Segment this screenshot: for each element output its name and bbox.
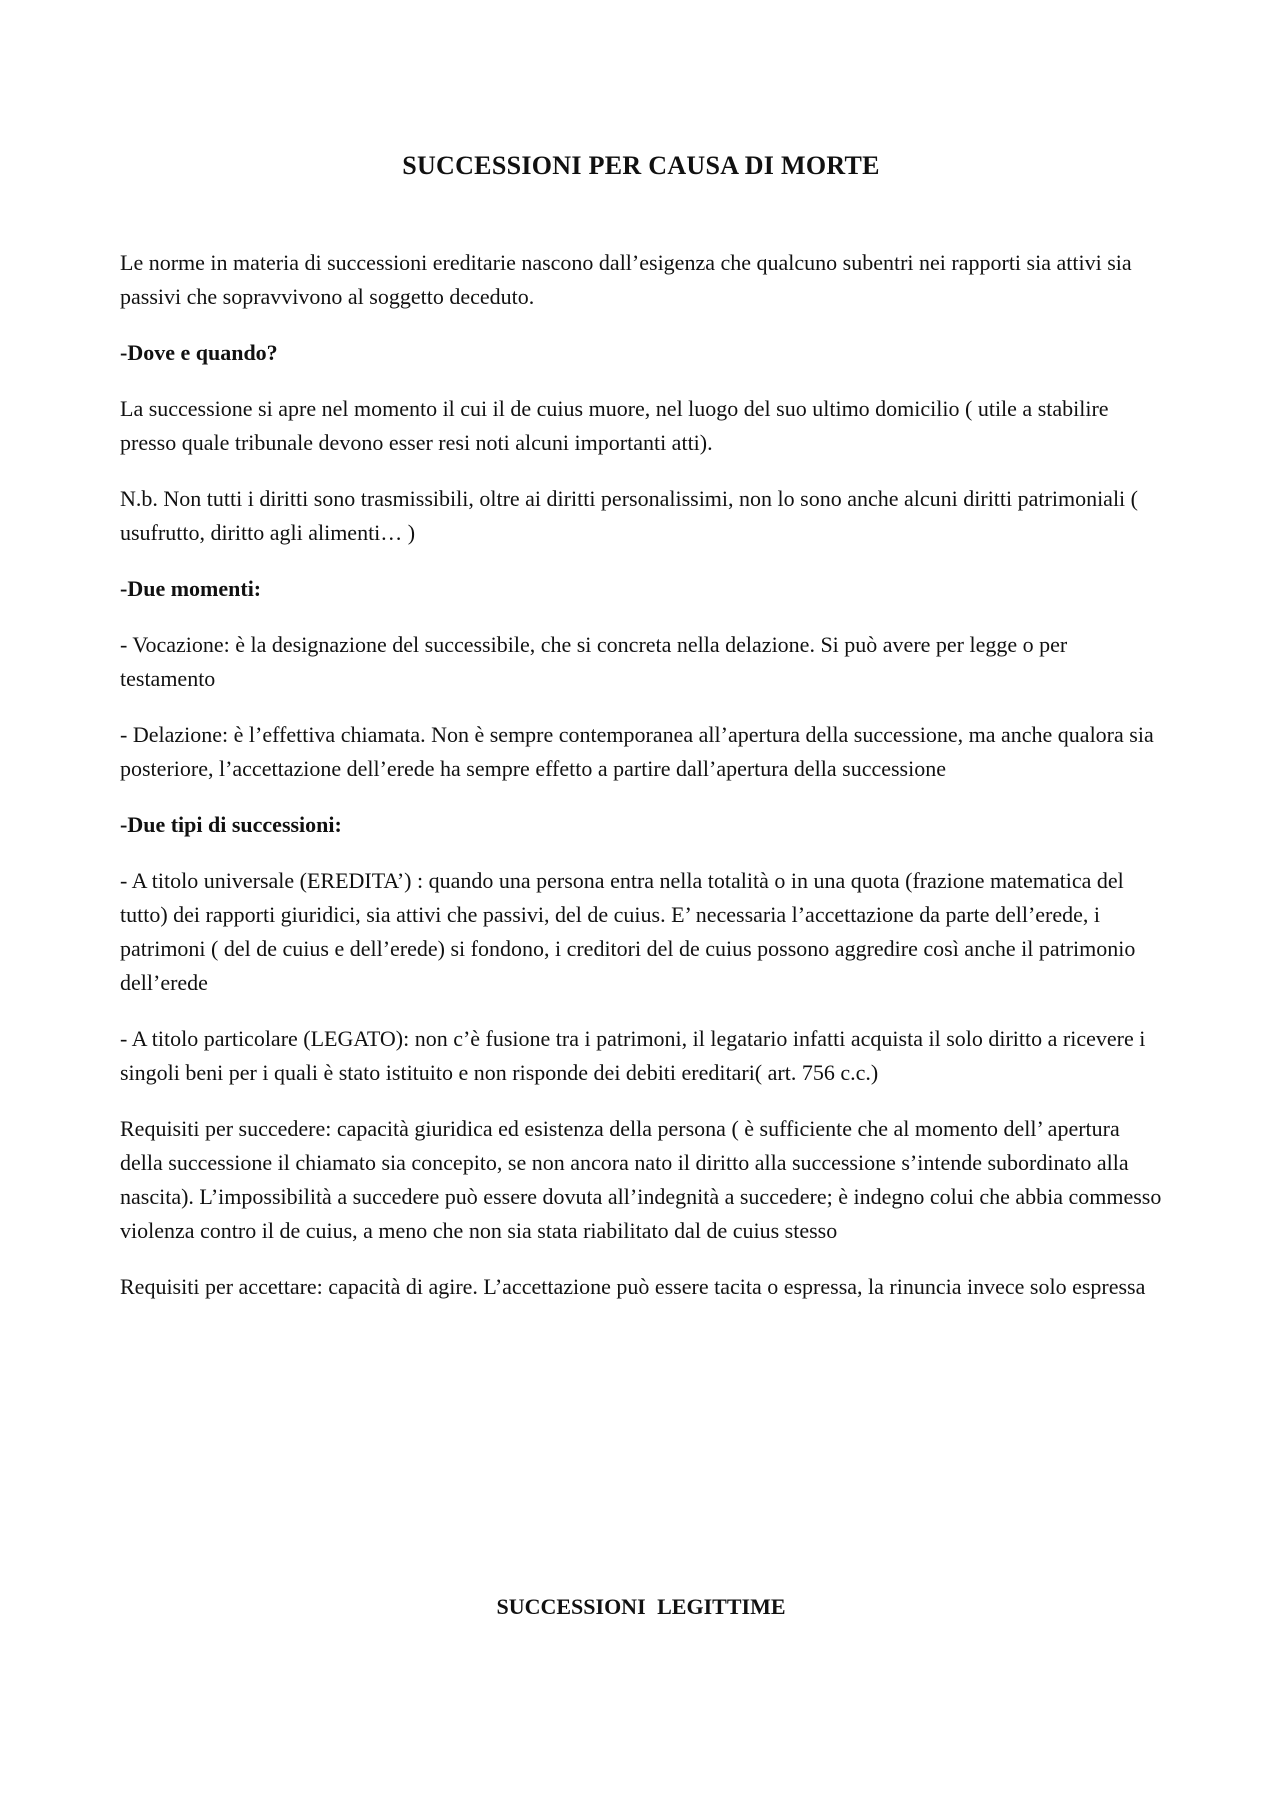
delazione-paragraph: - Delazione: è l’effettiva chiamata. Non è sempre contemporanea all’apertura della successione, ma anche qualora sia posteriore, l’accettazione dell’erede ha sempre effetto a partire dall’apertura della successione bbox=[120, 722, 1154, 781]
particolare-paragraph: - A titolo particolare (LEGATO): non c’è fusione tra i patrimoni, il legatario infatti acquista il solo diritto a ricevere i singoli beni per i quali è stato istituito e non risponde dei debiti ereditari( art. 756 c.c.) bbox=[120, 1026, 1146, 1085]
requisiti-accettare-paragraph: Requisiti per accettare: capacità di agire. L’accettazione può essere tacita o espressa, la rinuncia invece solo espressa bbox=[120, 1274, 1146, 1299]
heading-dove-quando: -Dove e quando? bbox=[120, 340, 278, 365]
heading-due-momenti: -Due momenti: bbox=[120, 576, 262, 601]
section-title-successioni-legittime: SUCCESSIONI LEGITTIME bbox=[496, 1594, 786, 1619]
intro-paragraph: Le norme in materia di successioni ereditarie nascono dall’esigenza che qualcuno subentri nei rapporti sia attivi sia passivi che sopravvivono al soggetto deceduto. bbox=[120, 250, 1132, 309]
nb-paragraph: N.b. Non tutti i diritti sono trasmissibili, oltre ai diritti personalissimi, non lo sono anche alcuni diritti patrimoniali ( usufrutto, diritto agli alimenti… ) bbox=[120, 486, 1138, 545]
document-page bbox=[120, 0, 1162, 1811]
universale-paragraph: - A titolo universale (EREDITA’) : quando una persona entra nella totalità o in una quota (frazione matematica del tutto) dei rapporti giuridici, sia attivi che passivi, del de cuius. E’ necessaria l’accettazione da parte dell’erede, i patrimoni ( del de cuius e dell’erede) si fondono, i creditori del de cuius possono aggredire così anche il patrimonio dell’erede bbox=[120, 868, 1136, 995]
document-body bbox=[120, 246, 1162, 1326]
vocazione-paragraph: - Vocazione: è la designazione del successibile, che si concreta nella delazione. Si può avere per legge o per testamento bbox=[120, 632, 1068, 691]
document-title: SUCCESSIONI PER CAUSA DI MORTE bbox=[402, 151, 880, 180]
requisiti-succedere-paragraph: Requisiti per succedere: capacità giuridica ed esistenza della persona ( è sufficiente che al momento dell’ apertura della successione il chiamato sia concepito, se non ancora nato il diritto alla successione s’intende subordinato alla nascita). L’impossibilità a succedere può essere dovuta all’indegnità a succedere; è indegno colui che abbia commesso violenza contro il de cuius, a meno che non sia stata riabilitato dal de cuius stesso bbox=[120, 1116, 1162, 1243]
where-paragraph: La successione si apre nel momento il cui il de cuius muore, nel luogo del suo ultimo domicilio ( utile a stabilire presso quale tribunale devono esser resi noti alcuni importanti atti). bbox=[120, 396, 1109, 455]
heading-due-tipi: -Due tipi di successioni: bbox=[120, 812, 342, 837]
